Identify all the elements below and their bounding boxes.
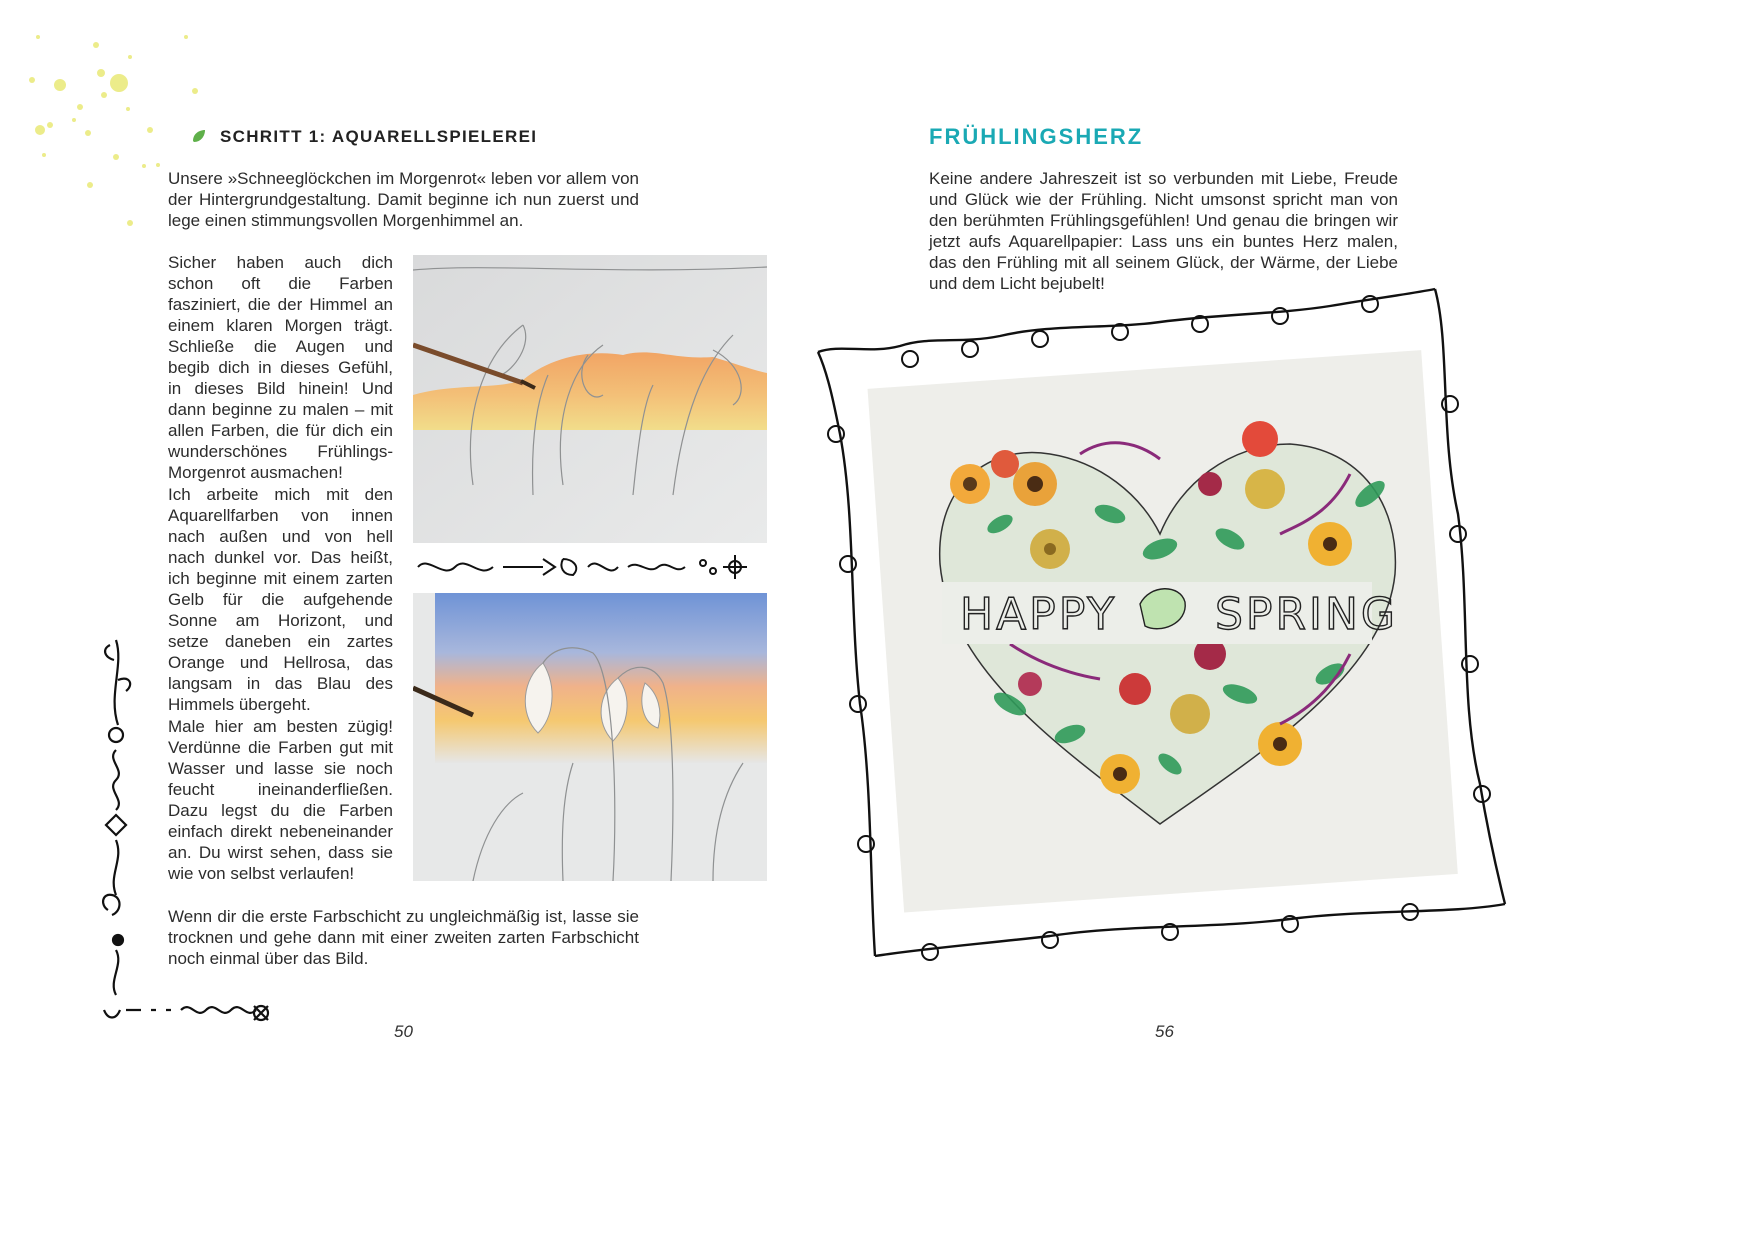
section-heading: SCHRITT 1: AQUARELLSPIELEREI — [220, 127, 538, 146]
body-paragraph-3: Male hier am besten zügig! Verdünne die Farben gut mit Wasser und lasse sie noch feucht ineinanderfließen. Dazu legst du die Farben einfach direkt nebeneinander an. Du wirst sehen, dass sie wie von selbst verlaufen! — [168, 717, 393, 883]
body-paragraph-2: Ich arbeite mich mit den Aquarellfarben von innen nach außen und von hell nach dunkel vor. Das heißt, ich beginne mit einem zarten Gelb für die aufgehende Sonne am Horizont, und setze daneben ein zartes Orange und Hellrosa, das langsam in das Blau des Himmels übergeht. — [168, 485, 393, 714]
page-number-left: 50 — [394, 1022, 413, 1041]
artwork-text-happy: HAPPY — [960, 589, 1118, 640]
body-paragraph-1: Sicher haben auch dich schon oft die Farben fasziniert, die der Himmel an einem klaren Morgen trägt. Schließe die Augen und begib dich in dieses Gefühl, in dieses Bild hinein! Und dann beginne zu malen – mit allen Farben, die für dich ein wunderschönes Frühlings-Morgenrot ausmachen! — [168, 253, 393, 482]
snowdrop-photo-step1 — [413, 255, 767, 543]
artwork-text-spring: SPRING — [1215, 589, 1399, 640]
page-number-right: 56 — [1155, 1022, 1174, 1041]
snowdrop-photo-step2 — [413, 593, 767, 881]
heart-painting — [810, 284, 1515, 979]
leaf-bullet-icon — [191, 128, 207, 144]
section-heading-right: FRÜHLINGSHERZ — [929, 124, 1144, 149]
doodle-border-left — [96, 635, 276, 1030]
intro-paragraph-right: Keine andere Jahreszeit ist so verbunden mit Liebe, Freude und Glück wie der Frühling. Nicht umsonst spricht man von den berühmten Frühlingsgefühlen! Und genau die bringen wir jetzt aufs Aquarellpapier: Lass uns ein buntes Herz malen, das den Frühling mit all seinem Glück, der Wärme, der Liebe und dem Licht bejubelt! — [929, 169, 1398, 293]
intro-paragraph: Unsere »Schneeglöckchen im Morgenrot« leben vor allem von der Hintergrundgestaltung. Damit beginne ich nun zuerst und lege einen stimmungsvollen Morgenhimmel an. — [168, 169, 639, 230]
closing-paragraph: Wenn dir die erste Farbschicht zu ungleichmäßig ist, lasse sie trocknen und gehe dann mit einer zweiten zarten Farbschicht noch einmal über das Bild. — [168, 907, 639, 968]
doodle-border-strip — [413, 551, 753, 583]
